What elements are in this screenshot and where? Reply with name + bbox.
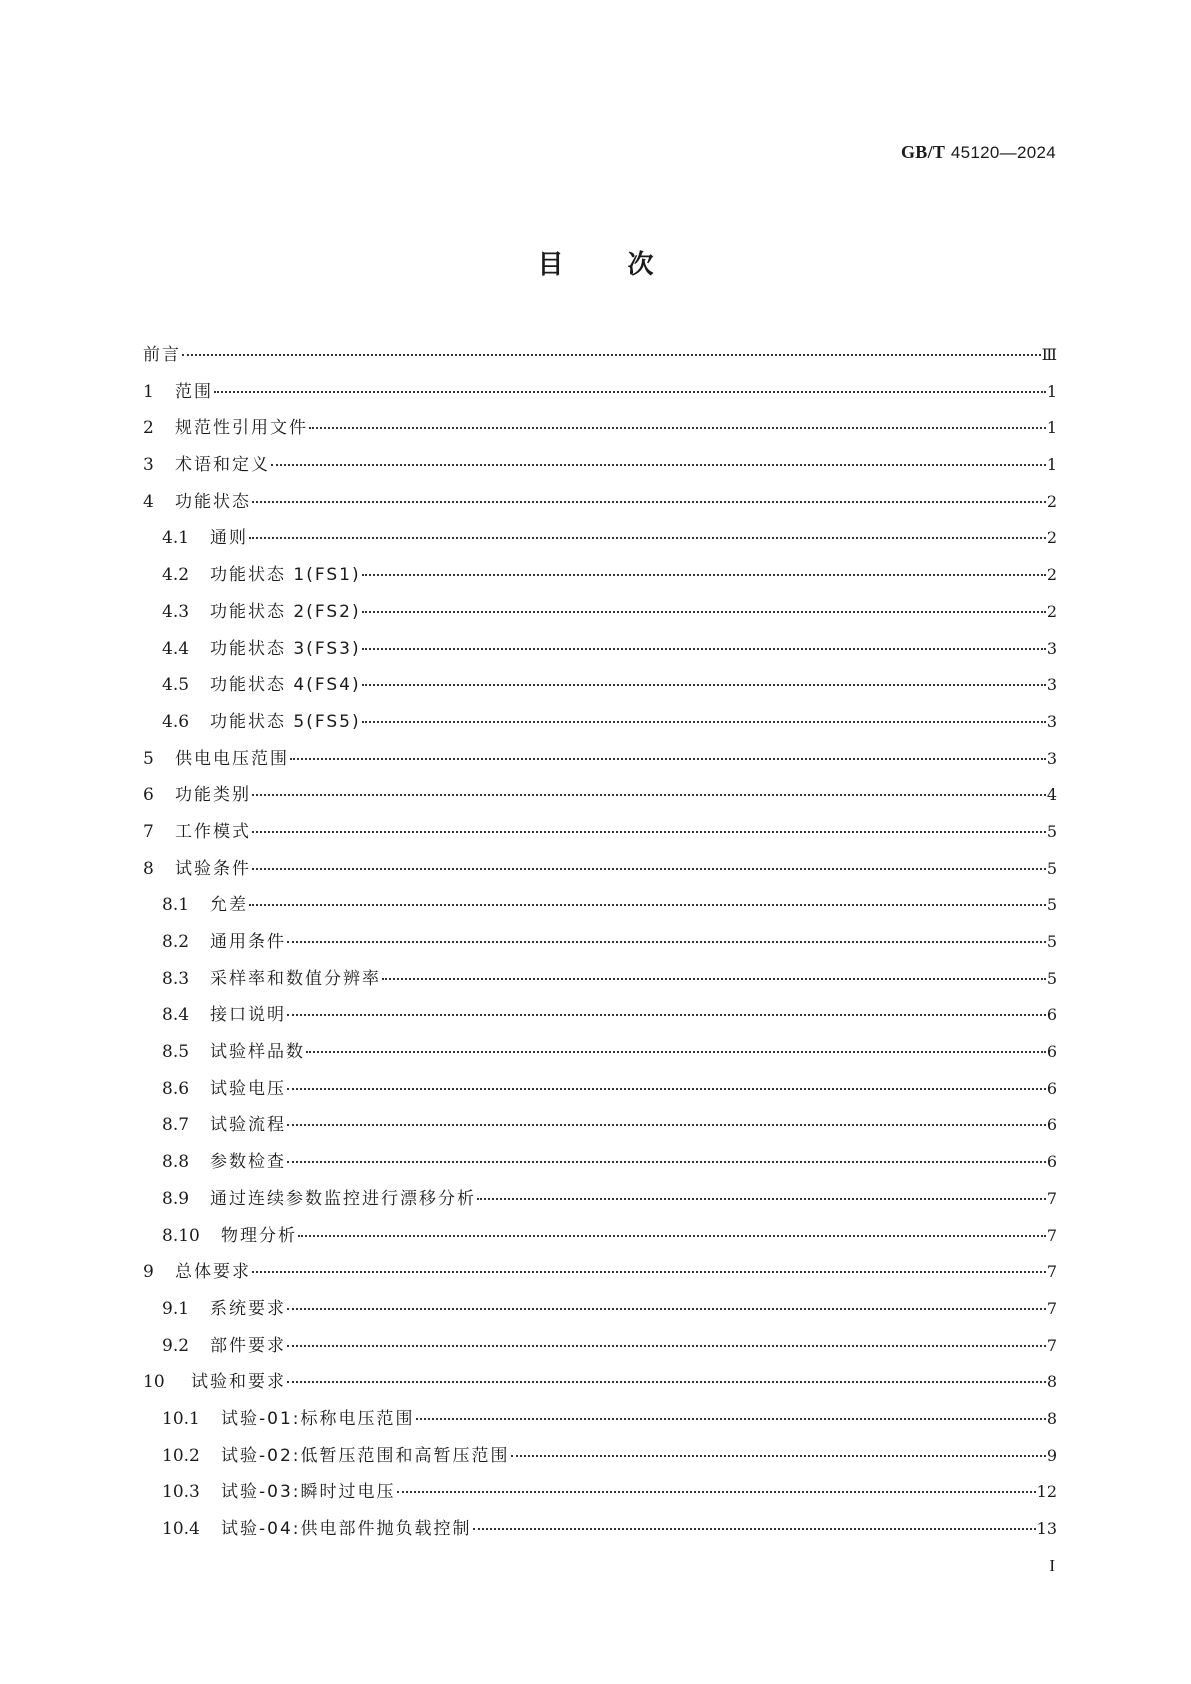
toc-entry-number: 7: [143, 821, 154, 842]
toc-dot-leader: [271, 464, 1046, 466]
toc-entry-title: 试验-02:低暂压范围和高暂压范围: [221, 1445, 510, 1466]
toc-entry-page: 9: [1046, 1445, 1057, 1465]
toc-entry-title: 前言: [143, 345, 181, 365]
toc-entry-title: 采样率和数值分辨率: [210, 968, 381, 989]
toc-entry-title: 试验-01:标称电压范围: [221, 1408, 415, 1429]
toc-entry-page: 8: [1046, 1372, 1057, 1392]
toc-entry-page: 1: [1046, 455, 1057, 475]
toc-entry-title: 术语和定义: [175, 455, 270, 476]
toc-entry-title: 范围: [175, 381, 213, 402]
toc-entry-page: 5: [1046, 968, 1057, 988]
toc-entry-page: 7: [1046, 1298, 1057, 1318]
toc-entry-title: 功能状态: [175, 491, 251, 512]
toc-entry[interactable]: [143, 487, 1057, 524]
toc-entry-number: 6: [143, 785, 154, 806]
toc-entry-page: 3: [1046, 711, 1057, 731]
toc-entry-page: 6: [1046, 1152, 1057, 1172]
toc-entry-title: 部件要求: [210, 1335, 286, 1356]
toc-entry[interactable]: [143, 670, 1057, 707]
toc-dot-leader: [362, 721, 1046, 723]
toc-entry-number: 9: [143, 1262, 154, 1283]
page-title: [0, 244, 1191, 281]
toc-dot-leader: [477, 1198, 1046, 1200]
toc-entry-number: 8: [143, 858, 154, 879]
toc-dot-leader: [382, 978, 1046, 980]
toc-dot-leader: [290, 758, 1046, 760]
toc-entry-title: 试验-04:供电部件抛负载控制: [221, 1519, 472, 1539]
toc-entry-title: 试验流程: [210, 1115, 286, 1136]
toc-entry-page: 1: [1046, 418, 1057, 438]
toc-entry-page: Ⅲ: [1041, 345, 1057, 364]
toc-dot-leader: [287, 1345, 1046, 1347]
toc-entry-number: 8.9: [162, 1188, 190, 1209]
toc-entry-title: 参数检查: [210, 1152, 286, 1173]
toc-entry-title: 试验-03:瞬时过电压: [221, 1482, 396, 1503]
toc-entry-number: 8.1: [162, 895, 190, 916]
toc-entry-page: 5: [1046, 932, 1057, 951]
toc-entry-number: 5: [143, 748, 154, 769]
toc-entry-number: 8.7: [162, 1115, 190, 1136]
toc-entry-title: 系统要求: [210, 1298, 286, 1319]
toc-dot-leader: [249, 537, 1046, 539]
toc-entry-number: 4.5: [162, 675, 190, 696]
toc-entry[interactable]: [143, 817, 1057, 854]
toc-entry-page: 7: [1046, 1188, 1057, 1208]
toc-entry[interactable]: [143, 1257, 1057, 1294]
toc-entry-page: 6: [1046, 1005, 1057, 1025]
toc-entry-number: 8.6: [162, 1078, 190, 1099]
toc-entry-page: 6: [1046, 1115, 1057, 1135]
toc-entry-title: 功能状态 5(FS5): [210, 711, 361, 732]
toc-entry[interactable]: [143, 854, 1057, 891]
toc-entry-title: 试验条件: [175, 858, 251, 879]
toc-entry-title: 通用条件: [210, 932, 286, 952]
toc-entry[interactable]: [143, 1367, 1057, 1404]
toc-entry-title: 通过连续参数监控进行漂移分析: [210, 1188, 476, 1209]
toc-dot-leader: [362, 574, 1046, 576]
toc-entry-page: 7: [1046, 1225, 1057, 1245]
toc-entry[interactable]: [143, 890, 1057, 927]
toc-entry-title: 功能状态 4(FS4): [210, 675, 361, 696]
toc-entry[interactable]: [143, 1037, 1057, 1074]
toc-entry-number: 4.6: [162, 711, 190, 732]
toc-entry-title: 接口说明: [210, 1005, 286, 1026]
toc-dot-leader: [298, 1235, 1046, 1237]
toc-entry[interactable]: [143, 450, 1057, 487]
toc-entry-number: 4.2: [162, 565, 190, 586]
toc-entry-page: 3: [1046, 748, 1057, 768]
toc-entry-page: 1: [1046, 381, 1057, 401]
toc-entry-number: 10.3: [162, 1482, 200, 1503]
toc-entry-title: 允差: [210, 895, 248, 916]
toc-entry[interactable]: [143, 1404, 1057, 1441]
toc-dot-leader: [214, 391, 1046, 393]
toc-entry-title: 试验电压: [210, 1078, 286, 1099]
toc-entry[interactable]: [143, 1477, 1057, 1514]
page-number: I: [1049, 1556, 1055, 1575]
toc-entry-number: 9.2: [162, 1335, 190, 1356]
toc-entry-page: 7: [1046, 1335, 1057, 1355]
toc-entry[interactable]: [143, 340, 1057, 377]
toc-entry[interactable]: [143, 1110, 1057, 1147]
standard-prefix: GB/T: [900, 142, 946, 162]
toc-entry-number: 8.3: [162, 968, 190, 989]
toc-entry-title: 总体要求: [175, 1262, 251, 1283]
toc-entry-page: 8: [1046, 1408, 1057, 1428]
toc-entry-page: 12: [1036, 1482, 1057, 1502]
toc-entry-number: 10.2: [162, 1445, 200, 1466]
toc-dot-leader: [252, 868, 1046, 870]
toc-entry[interactable]: [143, 707, 1057, 744]
toc-entry-number: 1: [143, 381, 154, 402]
toc-entry-page: 5: [1046, 858, 1057, 878]
toc-entry-number: 8.2: [162, 932, 190, 952]
toc-entry-page: 2: [1046, 565, 1057, 585]
toc-entry[interactable]: [143, 1221, 1057, 1258]
toc-entry[interactable]: [143, 523, 1057, 560]
toc-entry-title: 规范性引用文件: [175, 418, 308, 439]
toc-entry-page: 4: [1046, 785, 1057, 805]
toc-entry-title: 通则: [210, 528, 248, 549]
toc-entry-number: 10: [143, 1372, 165, 1393]
toc-entry-number: 8.10: [162, 1225, 200, 1246]
toc-entry[interactable]: [143, 964, 1057, 1001]
toc-entry[interactable]: [143, 1441, 1057, 1478]
toc-entry-number: 10.4: [162, 1519, 200, 1539]
toc-entry-number: 3: [143, 455, 154, 476]
toc-entry[interactable]: [143, 927, 1057, 964]
toc-entry[interactable]: [143, 744, 1057, 781]
toc-entry-title: 功能状态 3(FS3): [210, 638, 361, 659]
toc-entry-number: 8.5: [162, 1042, 190, 1063]
toc-entry[interactable]: [143, 413, 1057, 450]
toc-entry-number: 2: [143, 418, 154, 439]
toc-dot-leader: [287, 1161, 1046, 1163]
toc-entry-number: 4: [143, 491, 154, 512]
toc-entry[interactable]: [143, 1514, 1057, 1551]
toc-entry-page: 6: [1046, 1042, 1057, 1062]
toc-entry[interactable]: [143, 1294, 1057, 1331]
toc-dot-leader: [287, 941, 1046, 943]
toc-entry-page: 2: [1046, 491, 1057, 511]
toc-entry-page: 5: [1046, 895, 1057, 915]
standard-number: [901, 142, 1056, 163]
toc-dot-leader: [249, 904, 1046, 906]
toc-dot-leader: [287, 1014, 1046, 1016]
toc-dot-leader: [287, 1381, 1046, 1383]
toc-dot-leader: [473, 1528, 1036, 1530]
toc-entry-title: 试验和要求: [191, 1372, 286, 1393]
toc-entry-title: 试验样品数: [210, 1042, 305, 1063]
toc-entry-number: 4.3: [162, 601, 190, 622]
toc-entry[interactable]: [143, 1147, 1057, 1184]
toc-entry-number: 4.4: [162, 638, 190, 659]
toc-dot-leader: [252, 501, 1046, 503]
toc-entry[interactable]: [143, 780, 1057, 817]
toc-dot-leader: [287, 1308, 1046, 1310]
table-of-contents: [143, 340, 1057, 1551]
toc-entry-page: 6: [1046, 1078, 1057, 1098]
toc-entry-page: 7: [1046, 1262, 1057, 1282]
toc-entry[interactable]: [143, 1074, 1057, 1111]
toc-entry[interactable]: [143, 560, 1057, 597]
toc-entry-title: 供电电压范围: [175, 748, 289, 769]
toc-entry-page: 2: [1046, 601, 1057, 621]
toc-entry-title: 功能状态 2(FS2): [210, 601, 361, 622]
toc-dot-leader: [511, 1455, 1046, 1457]
standard-code: 45120—2024: [950, 143, 1056, 162]
toc-entry-number: 4.1: [162, 528, 190, 549]
toc-dot-leader: [362, 611, 1046, 613]
toc-entry[interactable]: [143, 1184, 1057, 1221]
toc-dot-leader: [287, 1124, 1046, 1126]
toc-entry-page: 2: [1046, 528, 1057, 548]
toc-entry-title: 物理分析: [221, 1225, 297, 1246]
toc-dot-leader: [416, 1418, 1046, 1420]
toc-dot-leader: [362, 648, 1046, 650]
toc-dot-leader: [252, 794, 1046, 796]
toc-entry-page: 5: [1046, 821, 1057, 841]
toc-entry-number: 10.1: [162, 1408, 200, 1429]
toc-entry-number: 8.8: [162, 1152, 190, 1173]
toc-entry[interactable]: [143, 1331, 1057, 1368]
toc-entry-title: 功能类别: [175, 785, 251, 806]
title-char-1: 目: [537, 250, 564, 280]
toc-dot-leader: [362, 684, 1046, 686]
toc-dot-leader: [309, 427, 1046, 429]
toc-entry-page: 3: [1046, 638, 1057, 658]
toc-entry-title: 工作模式: [175, 821, 251, 842]
toc-entry-page: 13: [1036, 1519, 1057, 1538]
toc-dot-leader: [287, 1088, 1046, 1090]
toc-dot-leader: [252, 831, 1046, 833]
toc-entry[interactable]: [143, 597, 1057, 634]
title-char-2: 次: [627, 250, 654, 280]
toc-entry[interactable]: [143, 377, 1057, 414]
toc-entry-number: 9.1: [162, 1298, 190, 1319]
toc-dot-leader: [252, 1271, 1046, 1273]
toc-entry-page: 3: [1046, 675, 1057, 695]
toc-dot-leader: [397, 1491, 1036, 1493]
toc-dot-leader: [182, 354, 1041, 356]
toc-entry-number: 8.4: [162, 1005, 190, 1026]
toc-entry[interactable]: [143, 1000, 1057, 1037]
toc-entry-title: 功能状态 1(FS1): [210, 565, 361, 586]
toc-dot-leader: [306, 1051, 1046, 1053]
toc-entry[interactable]: [143, 634, 1057, 671]
